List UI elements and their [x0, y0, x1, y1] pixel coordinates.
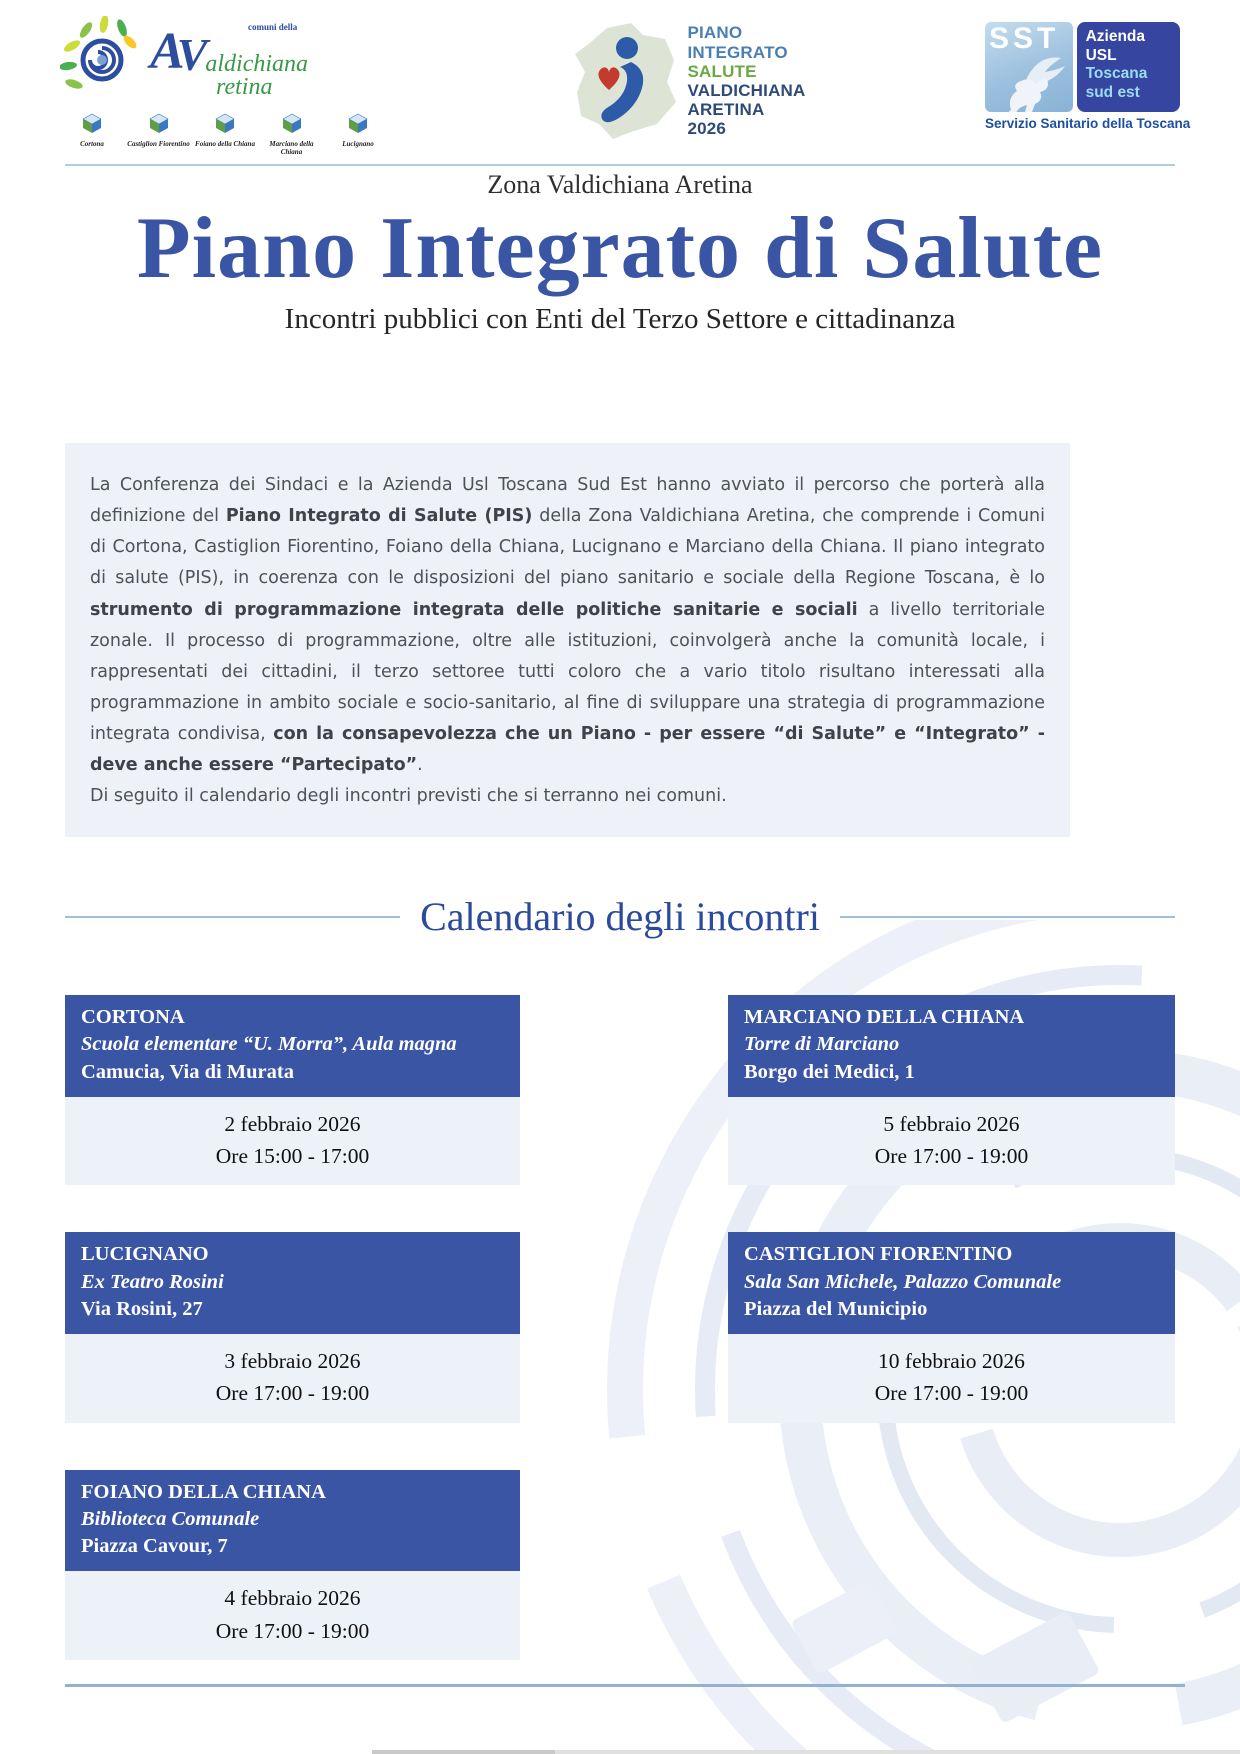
pis-map-person-icon — [569, 20, 681, 142]
event-card-header — [65, 995, 520, 1097]
event-card — [65, 1470, 520, 1660]
event-card — [728, 995, 1175, 1185]
event-city: CORTONA — [81, 1006, 185, 1028]
cube-icon — [214, 112, 236, 134]
event-card-header — [65, 1232, 520, 1334]
pegasus-photo — [985, 22, 1073, 112]
logo-row — [60, 16, 1191, 157]
pis-logo-line: ARETINA — [687, 100, 765, 120]
azienda-label: Azienda — [1085, 28, 1146, 45]
sun-spiral-icon — [60, 16, 156, 108]
footer-edge-dark — [372, 1750, 555, 1754]
event-venue: Torre di Marciano — [744, 1033, 900, 1056]
pis-logo-line: VALDICHIANA — [687, 81, 806, 100]
pegasus-icon — [985, 48, 1073, 112]
cards-column-right — [728, 995, 1175, 1660]
sst-azienda-usl-logo — [984, 22, 1191, 131]
calendar-cards — [65, 995, 1175, 1660]
sud-est-label: sud est — [1085, 83, 1140, 101]
event-time: Ore 17:00 - 19:00 — [874, 1381, 1029, 1406]
municipality-item — [127, 112, 191, 156]
event-city: MARCIANO DELLA CHIANA — [744, 1006, 1025, 1028]
intro-closing: Di seguito il calendario degli incontri previsti che si terranno nei comuni. — [90, 786, 727, 807]
event-date: 3 febbraio 2026 — [224, 1349, 361, 1373]
event-venue: Sala San Michele, Palazzo Comunale — [744, 1270, 1062, 1293]
event-city: CASTIGLION FIORENTINO — [744, 1243, 1013, 1266]
event-card-body — [65, 1097, 520, 1186]
municipality-label: Foiano della Chiana — [195, 140, 255, 148]
intro-box — [65, 443, 1070, 837]
pis-2026-logo — [569, 20, 805, 142]
page-subtitle: Incontri pubblici con Enti del Terzo Settore e cittadinanza — [284, 303, 956, 335]
bottom-divider — [65, 1684, 1185, 1687]
cards-column-left — [65, 995, 520, 1660]
valdichiana-aretina-logo — [60, 16, 390, 157]
cube-icon — [281, 112, 303, 134]
municipality-item — [60, 112, 124, 156]
event-card-body — [728, 1097, 1175, 1186]
municipality-label: Cortona — [80, 140, 104, 148]
event-date: 2 febbraio 2026 — [224, 1111, 361, 1136]
municipality-item — [326, 112, 390, 156]
event-card — [65, 995, 520, 1185]
event-card-body — [65, 1571, 520, 1660]
page-title: Piano Integrato di Salute — [136, 200, 1104, 297]
zona-label: Zona Valdichiana Aretina — [487, 170, 753, 199]
toscana-label: Toscana — [1085, 65, 1148, 83]
event-time: Ore 17:00 - 19:00 — [874, 1144, 1029, 1168]
pis-logo-line: SALUTE — [687, 61, 757, 81]
event-date: 10 febbraio 2026 — [878, 1349, 1025, 1373]
sst-word: SST — [988, 22, 1060, 55]
event-venue: Biblioteca Comunale — [81, 1507, 260, 1530]
event-card-header — [728, 995, 1175, 1097]
top-divider — [65, 164, 1175, 166]
pis-logo-line: PIANO — [687, 23, 743, 43]
event-city: LUCIGNANO — [81, 1243, 209, 1266]
aretina-text: retina — [216, 74, 273, 101]
usl-label: USL — [1085, 46, 1117, 64]
event-time: Ore 15:00 - 17:00 — [215, 1144, 370, 1168]
cube-icon — [148, 112, 170, 134]
event-card-body — [728, 1334, 1175, 1423]
event-address: Piazza Cavour, 7 — [81, 1535, 228, 1557]
cube-icon — [347, 112, 369, 134]
event-time: Ore 17:00 - 19:00 — [215, 1618, 370, 1643]
letter-a: A — [150, 23, 185, 81]
pis-logo-line: INTEGRATO — [687, 42, 788, 62]
event-address: Piazza del Municipio — [744, 1297, 928, 1320]
event-date: 5 febbraio 2026 — [883, 1111, 1020, 1136]
event-card — [65, 1232, 520, 1422]
pis-logo-line: 2026 — [687, 119, 727, 139]
municipality-item — [260, 112, 324, 156]
municipality-item — [193, 112, 257, 156]
comuni-della-label: comuni della — [248, 22, 298, 33]
calendar-heading — [65, 893, 1175, 940]
event-card-body — [65, 1334, 520, 1423]
event-address: Camucia, Via di Murata — [81, 1060, 294, 1083]
municipality-label: Marciano della Chiana — [269, 140, 314, 157]
event-card-header — [65, 1470, 520, 1572]
event-venue: Ex Teatro Rosini — [81, 1270, 224, 1293]
heading-line-left — [65, 916, 400, 918]
event-time: Ore 17:00 - 19:00 — [215, 1381, 370, 1406]
pis-logo-text — [687, 23, 805, 138]
event-card-header — [728, 1232, 1175, 1334]
valdichiana-text: aldichiana — [205, 51, 309, 78]
event-date: 4 febbraio 2026 — [224, 1586, 361, 1611]
valdichiana-aretina-wordmark — [150, 22, 309, 101]
event-city: FOIANO DELLA CHIANA — [81, 1480, 326, 1503]
footer-edge-light — [555, 1750, 1240, 1754]
calendar-heading-text: Calendario degli incontri — [420, 894, 820, 939]
servizio-sanitario-caption: Servizio Sanitario della Toscana — [984, 116, 1191, 131]
municipality-label: Castiglion Fiorentino — [127, 140, 190, 148]
event-address: Borgo dei Medici, 1 — [744, 1060, 915, 1083]
heading-line-right — [840, 916, 1175, 918]
event-venue: Scuola elementare “U. Morra”, Aula magna — [81, 1033, 457, 1056]
azienda-usl-box — [1077, 22, 1180, 112]
letter-v: V — [176, 29, 208, 81]
cube-icon — [81, 112, 103, 134]
municipality-label: Lucignano — [342, 140, 374, 148]
municipality-cubes — [60, 112, 390, 156]
event-card — [728, 1232, 1175, 1422]
event-address: Via Rosini, 27 — [81, 1297, 203, 1320]
intro-paragraph: La Conferenza dei Sindaci e la Azienda Usl Toscana Sud Est hanno avviato il percorso che porterà alla definizione del Piano Integrato di Salute (PIS) della Zona Valdichiana Aretina, che comprende i Comuni di Cortona, Castiglion Fiorentino, Foiano della Chiana, Lucignano e Marciano della Chiana. Il piano integrato di salute (PIS), in coerenza con le disposizioni del piano sanitario e sociale della Regione Toscana, è lo strumento di programmazione integrata delle politiche sanitarie e sociali a livello territoriale zonale. Il processo di programmazione, oltre alle istituzioni, coinvolgerà anche la comunità locale, i rappresentati dei cittadini, il terzo settoree tutti coloro che a vario titolo risultano interessati alla programmazione in ambito sociale e socio-sanitario, al fine di sviluppare una strategia di programmazione integrata condivisa, con la consapevolezza che un Piano - per essere “di Salute” e “Integrato” - deve anche essere “Partecipato”. — [90, 475, 1045, 776]
